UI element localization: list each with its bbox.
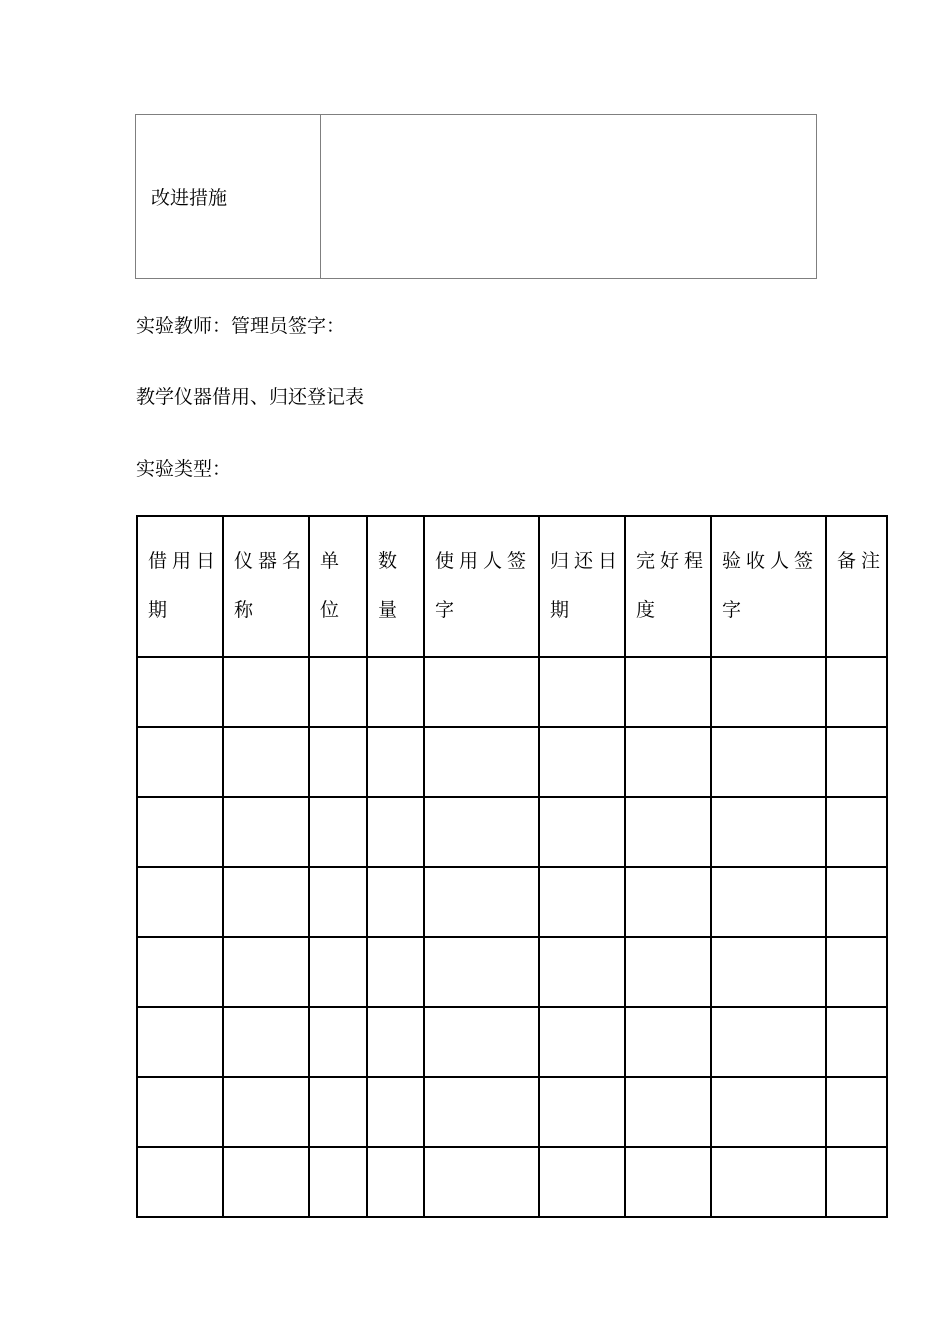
table-row <box>137 937 887 1007</box>
table-cell <box>223 1077 309 1147</box>
table-cell <box>367 797 424 867</box>
table-cell <box>711 1147 826 1217</box>
table-cell <box>223 867 309 937</box>
improvement-label: 改进措施 <box>136 115 321 279</box>
table-cell <box>539 727 625 797</box>
table-cell <box>137 657 223 727</box>
header-borrow-date: 借用日期 <box>137 516 223 657</box>
table-cell <box>826 1007 887 1077</box>
table-row <box>137 797 887 867</box>
table-cell <box>625 657 711 727</box>
table-cell <box>424 937 539 1007</box>
table-cell <box>137 1007 223 1077</box>
improvement-table <box>135 114 817 279</box>
table-cell <box>367 937 424 1007</box>
table-cell <box>826 727 887 797</box>
table-cell <box>309 1147 367 1217</box>
table-cell <box>223 657 309 727</box>
header-quantity: 数量 <box>367 516 424 657</box>
improvement-content-cell <box>321 115 817 279</box>
table-cell <box>309 1007 367 1077</box>
table-cell <box>826 657 887 727</box>
experiment-type-label: 实验类型： <box>136 458 232 480</box>
table-cell <box>424 867 539 937</box>
table-cell <box>711 937 826 1007</box>
table-cell <box>625 937 711 1007</box>
table-cell <box>424 727 539 797</box>
header-row <box>137 516 887 657</box>
table-cell <box>223 1007 309 1077</box>
table-cell <box>539 1077 625 1147</box>
borrow-return-register-table <box>136 515 888 1218</box>
table-row <box>137 1147 887 1217</box>
table-row <box>137 867 887 937</box>
table-cell <box>539 1007 625 1077</box>
table-cell <box>539 1147 625 1217</box>
table-cell <box>137 797 223 867</box>
table-cell <box>424 797 539 867</box>
table-cell <box>539 937 625 1007</box>
table-cell <box>223 727 309 797</box>
table-cell <box>367 1077 424 1147</box>
header-condition: 完好程度 <box>625 516 711 657</box>
table-cell <box>309 727 367 797</box>
table-cell <box>367 1147 424 1217</box>
table-cell <box>625 1147 711 1217</box>
table-cell <box>539 657 625 727</box>
table-cell <box>711 1077 826 1147</box>
signature-line: 实验教师：管理员签字： <box>136 315 346 337</box>
table-cell <box>625 1077 711 1147</box>
table-cell <box>137 867 223 937</box>
table-cell <box>711 727 826 797</box>
table-cell <box>625 867 711 937</box>
table-cell <box>309 867 367 937</box>
table-row <box>137 1007 887 1077</box>
table-cell <box>711 1007 826 1077</box>
table-cell <box>625 727 711 797</box>
table-cell <box>309 937 367 1007</box>
table-row <box>137 727 887 797</box>
register-body <box>137 657 887 1217</box>
table-cell <box>137 727 223 797</box>
table-cell <box>367 867 424 937</box>
table-cell <box>137 937 223 1007</box>
header-remarks: 备注 <box>826 516 887 657</box>
register-title: 教学仪器借用、归还登记表 <box>136 386 365 408</box>
header-unit: 单位 <box>309 516 367 657</box>
table-cell <box>539 867 625 937</box>
table-cell <box>539 797 625 867</box>
table-cell <box>223 1147 309 1217</box>
table-cell <box>826 937 887 1007</box>
table-cell <box>223 937 309 1007</box>
table-cell <box>309 1077 367 1147</box>
table-cell <box>137 1077 223 1147</box>
table-cell <box>625 797 711 867</box>
table-cell <box>309 657 367 727</box>
table-cell <box>826 797 887 867</box>
table-cell <box>826 1147 887 1217</box>
table-row <box>137 657 887 727</box>
table-row <box>137 1077 887 1147</box>
table-cell <box>424 1077 539 1147</box>
table-cell <box>367 1007 424 1077</box>
header-return-date: 归还日期 <box>539 516 625 657</box>
header-instrument-name: 仪器名称 <box>223 516 309 657</box>
table-cell <box>711 867 826 937</box>
table-cell <box>424 1147 539 1217</box>
table-cell <box>223 797 309 867</box>
table-cell <box>137 1147 223 1217</box>
table-cell <box>424 657 539 727</box>
table-cell <box>367 657 424 727</box>
header-inspector-signature: 验收人签字 <box>711 516 826 657</box>
table-cell <box>625 1007 711 1077</box>
table-cell <box>309 797 367 867</box>
table-cell <box>424 1007 539 1077</box>
table-cell <box>826 867 887 937</box>
table-cell <box>711 657 826 727</box>
table-cell <box>367 727 424 797</box>
table-cell <box>826 1077 887 1147</box>
table-cell <box>711 797 826 867</box>
header-user-signature: 使用人签字 <box>424 516 539 657</box>
